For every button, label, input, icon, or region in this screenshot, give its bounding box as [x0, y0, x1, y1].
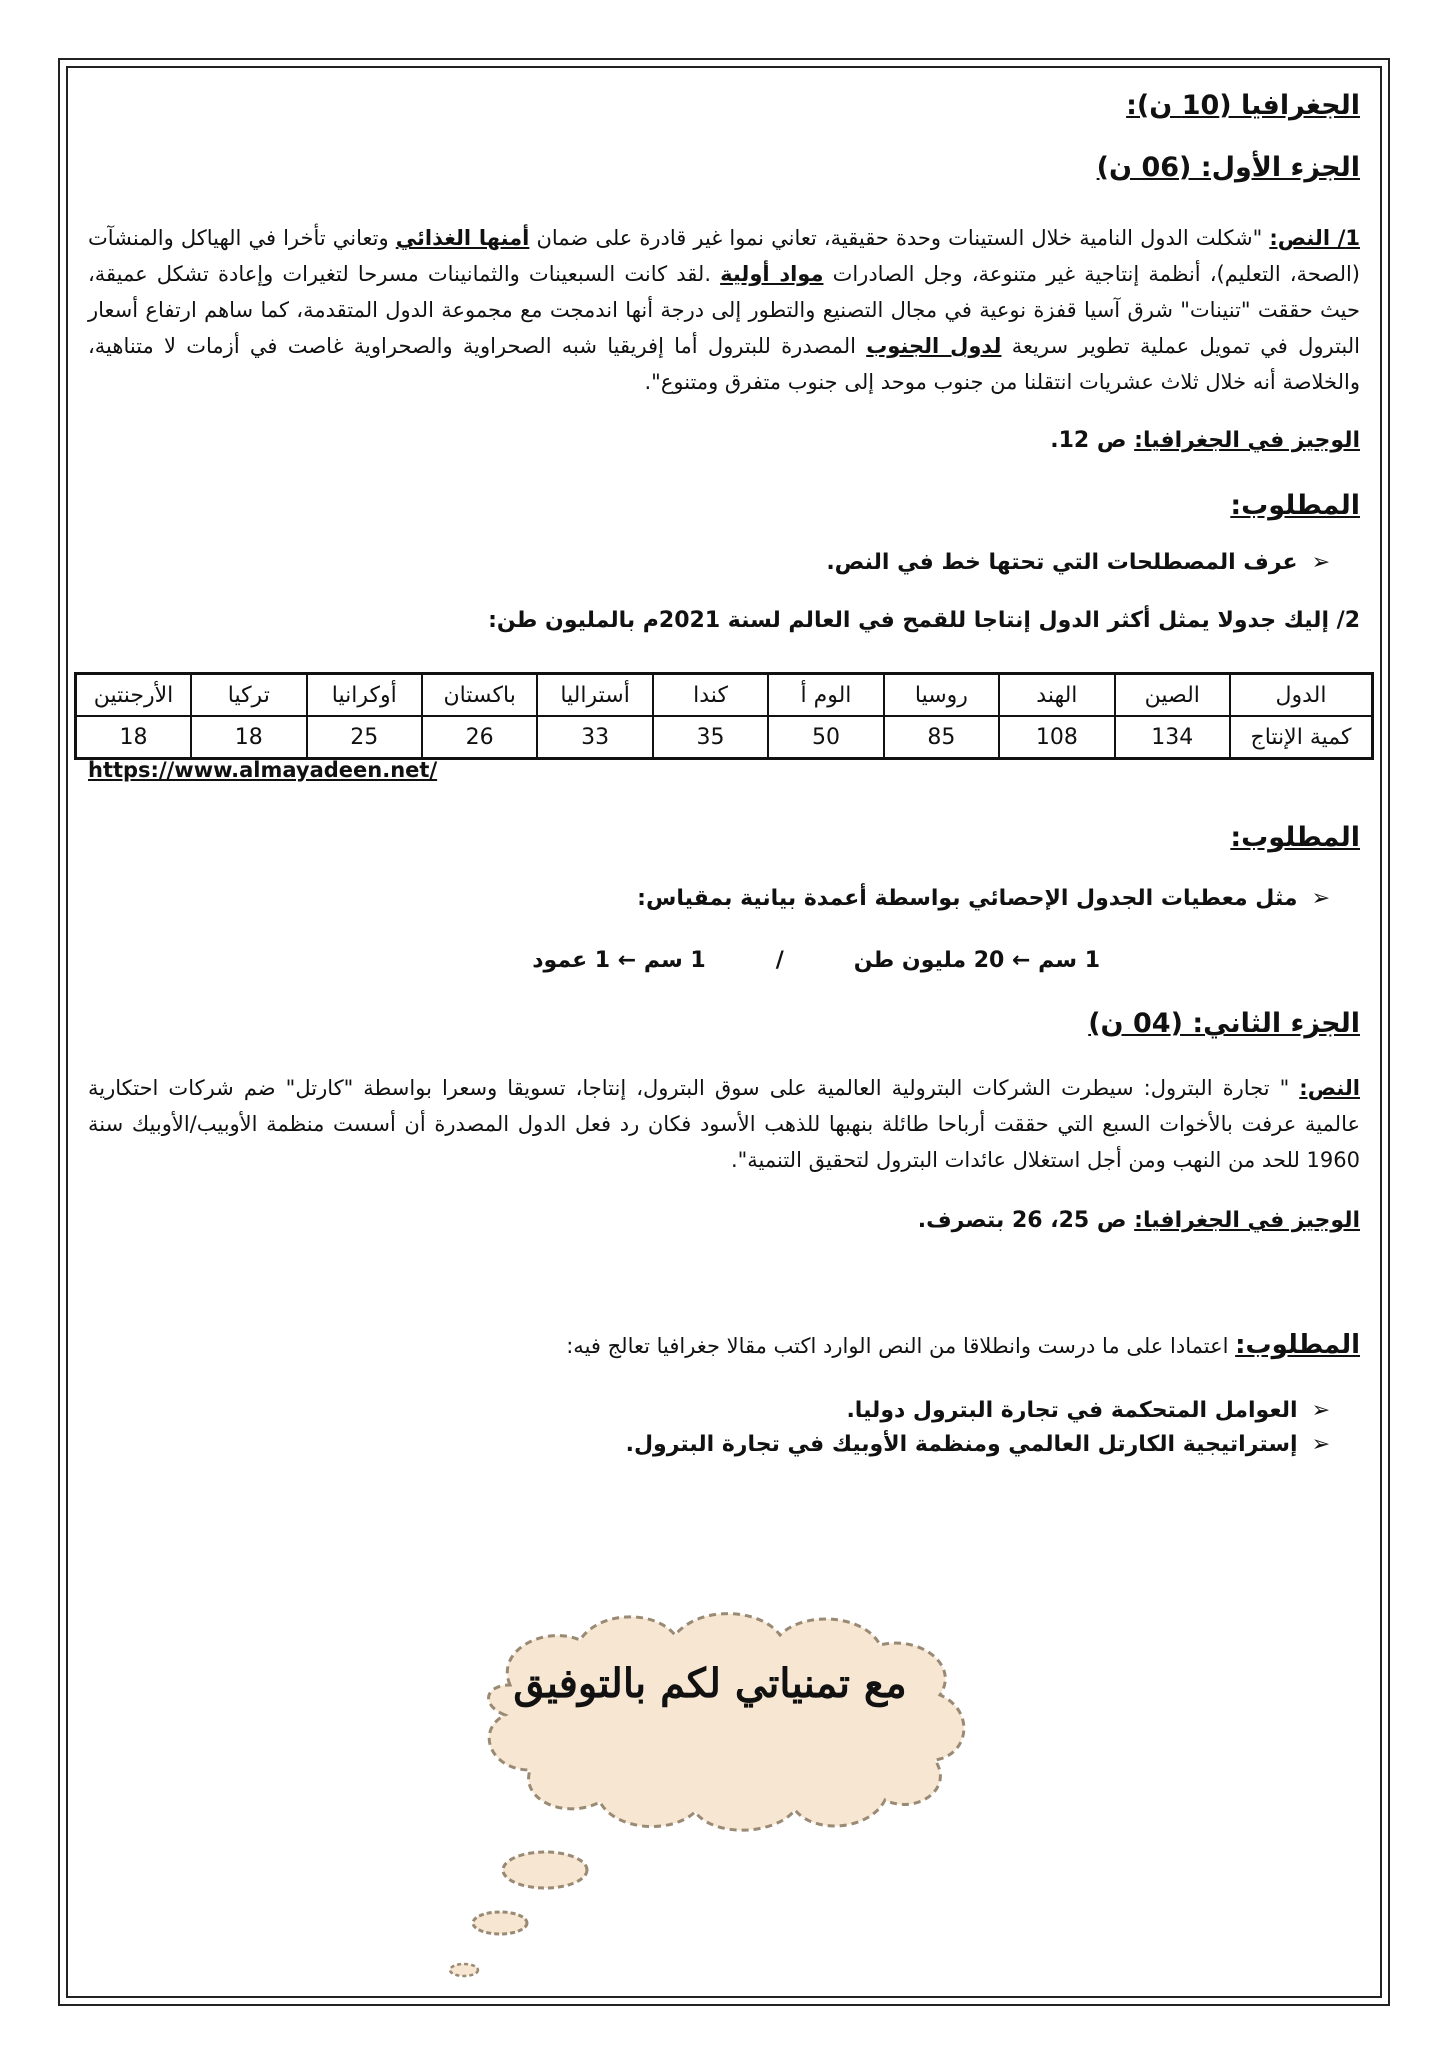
- part1-req1-title: المطلوب:: [1230, 490, 1360, 521]
- arrow-bullet-icon: ➢: [1311, 1432, 1330, 1457]
- table-source-link[interactable]: https://www.almayadeen.net/: [88, 758, 438, 782]
- table-cell-value: 18: [76, 716, 192, 759]
- term-south-countries: لدول الجنوب: [866, 334, 1002, 358]
- term-raw-materials: مواد أولية: [720, 262, 824, 286]
- table-cell-value: 134: [1115, 716, 1230, 759]
- scale-columns: 1 سم ← 1 عمود: [532, 948, 706, 973]
- arrow-bullet-icon: ➢: [1311, 550, 1330, 575]
- part1-text-s2: وتعاني تأخرا في الهياكل والمنشآت (الصحة، التعليم)، أنظمة إنتاجية غير متنوعة، وجل الصادرات: [88, 226, 1361, 286]
- part1-source-page: ص 12.: [1050, 428, 1135, 453]
- table-cell-value: 108: [999, 716, 1114, 759]
- part1-req1-item: [826, 550, 1330, 575]
- table-cell-country: الوم أ: [768, 674, 883, 717]
- part1-text: [88, 220, 1360, 400]
- table-cell-country: أوكرانيا: [307, 674, 422, 717]
- thought-cloud-icon: [440, 1590, 1000, 2000]
- part2-title: الجزء الثاني: (04 ن): [1088, 1008, 1360, 1039]
- part1-text-s1: "شكلت الدول النامية خلال الستينات وحدة حقيقية، تعاني نموا غير قادرة على ضمان: [529, 226, 1270, 250]
- table-intro: 2/ إليك جدولا يمثل أكثر الدول إنتاجا للقمح في العالم لسنة 2021م بالمليون طن:: [488, 608, 1360, 633]
- part2-text-body: " تجارة البترول: سيطرت الشركات البترولية العالمية على سوق البترول، إنتاجا، تسويقا وسعرا بواسطة "كارتل" ضم شركات احتكارية عالمية عرفت بالأخوات السبع التي حققت أرباحا طائلة بنهبها للذهب الأسود فكان رد فعل الدول المصدرة أن أسست منظمة الأوبيب/الأوبيك سنة 1960 للحد من النهب ومن أجل استغلال عائدات البترول لتحقيق التنمية".: [88, 1076, 1360, 1172]
- table-cell-country: روسيا: [884, 674, 999, 717]
- part1-req1-item-text: عرف المصطلحات التي تحتها خط في النص.: [826, 550, 1298, 575]
- table-header-label: الدول: [1230, 674, 1373, 717]
- part2-item-2: [626, 1432, 1330, 1457]
- part2-item-2-text: إستراتيجية الكارتل العالمي ومنظمة الأوبيك في تجارة البترول.: [625, 1432, 1298, 1457]
- part1-text-s3: .لقد كانت السبعينات والثمانينات مسرحا لتغيرات وإعادة تشكل عميقة، حيث حققت "تنينات" شرق آسيا قفزة نوعية في مجال التصنيع والتطور إلى درجة أنها اندمجت مع مجموعة الدول المتقدمة، كما ساهم ارتفاع أسعار البترول في تمويل عملية تطوير سريعة: [88, 262, 1360, 358]
- part2-item-1-text: العوامل المتحكمة في تجارة البترول دوليا.: [846, 1398, 1298, 1423]
- table-cell-country: أستراليا: [537, 674, 652, 717]
- table-cell-value: 25: [307, 716, 422, 759]
- part2-req-text: اعتمادا على ما درست وانطلاقا من النص الوارد اكتب مقالا جغرافيا تعالج فيه:: [566, 1334, 1236, 1358]
- table-cell-country: الصين: [1115, 674, 1230, 717]
- table-cell-value: 85: [884, 716, 999, 759]
- part1-text-label: 1/ النص:: [1269, 226, 1361, 250]
- production-table-wrap: [74, 672, 1360, 760]
- table-row-values: [76, 716, 1373, 759]
- part1-req2-title: المطلوب:: [1230, 822, 1360, 853]
- table-cell-country: تركيا: [191, 674, 306, 717]
- table-cell-country: باكستان: [422, 674, 537, 717]
- table-cell-value: 18: [191, 716, 306, 759]
- part1-text-s4: المصدرة للبترول أما إفريقيا شبه الصحراوية والصحراوية غاصت في أزمات لا متناهية، والخلاصة أنه خلال ثلاث عشريات انتقلنا من جنوب موحد إلى جنوب متفرق ومتنوع".: [88, 334, 1360, 394]
- arrow-bullet-icon: ➢: [1311, 1398, 1330, 1423]
- table-row-countries: [76, 674, 1373, 717]
- part2-text: [88, 1070, 1360, 1178]
- part1-req2-item-text: مثل معطيات الجدول الإحصائي بواسطة أعمدة بيانية بمقياس:: [637, 886, 1298, 911]
- part2-source-page: ص 25، 26 بتصرف.: [917, 1208, 1135, 1233]
- part1-req2-item: [637, 886, 1330, 911]
- arrow-bullet-icon: ➢: [1311, 886, 1330, 911]
- geography-title: الجغرافيا (10 ن):: [1126, 90, 1360, 121]
- part1-source: [1050, 428, 1360, 453]
- scale-line: [88, 948, 1360, 973]
- production-table: [74, 672, 1374, 760]
- table-cell-value: 50: [768, 716, 883, 759]
- part2-source-title: الوجيز في الجغرافيا:: [1134, 1208, 1360, 1233]
- part2-req: [566, 1330, 1360, 1360]
- part2-text-label: النص:: [1299, 1076, 1360, 1100]
- part1-source-title: الوجيز في الجغرافيا:: [1134, 428, 1360, 453]
- closing-wish: مع تمنياتي لكم بالتوفيق: [513, 1660, 907, 1707]
- table-cell-country: الهند: [999, 674, 1114, 717]
- table-value-label: كمية الإنتاج: [1230, 716, 1373, 759]
- part2-source: [918, 1208, 1360, 1233]
- closing-cloud: [440, 1590, 1000, 2000]
- table-cell-value: 26: [422, 716, 537, 759]
- table-cell-value: 33: [537, 716, 652, 759]
- term-food-security: أمنها الغذائي: [395, 226, 530, 250]
- table-cell-country: كندا: [653, 674, 768, 717]
- table-cell-value: 35: [653, 716, 768, 759]
- part2-req-title: المطلوب:: [1235, 1330, 1360, 1360]
- scale-separator: /: [775, 948, 784, 973]
- table-cell-country: الأرجنتين: [76, 674, 192, 717]
- scale-tons: 1 سم ← 20 مليون طن: [853, 948, 1100, 973]
- part2-item-1: [846, 1398, 1330, 1423]
- part1-title: الجزء الأول: (06 ن): [1096, 152, 1360, 183]
